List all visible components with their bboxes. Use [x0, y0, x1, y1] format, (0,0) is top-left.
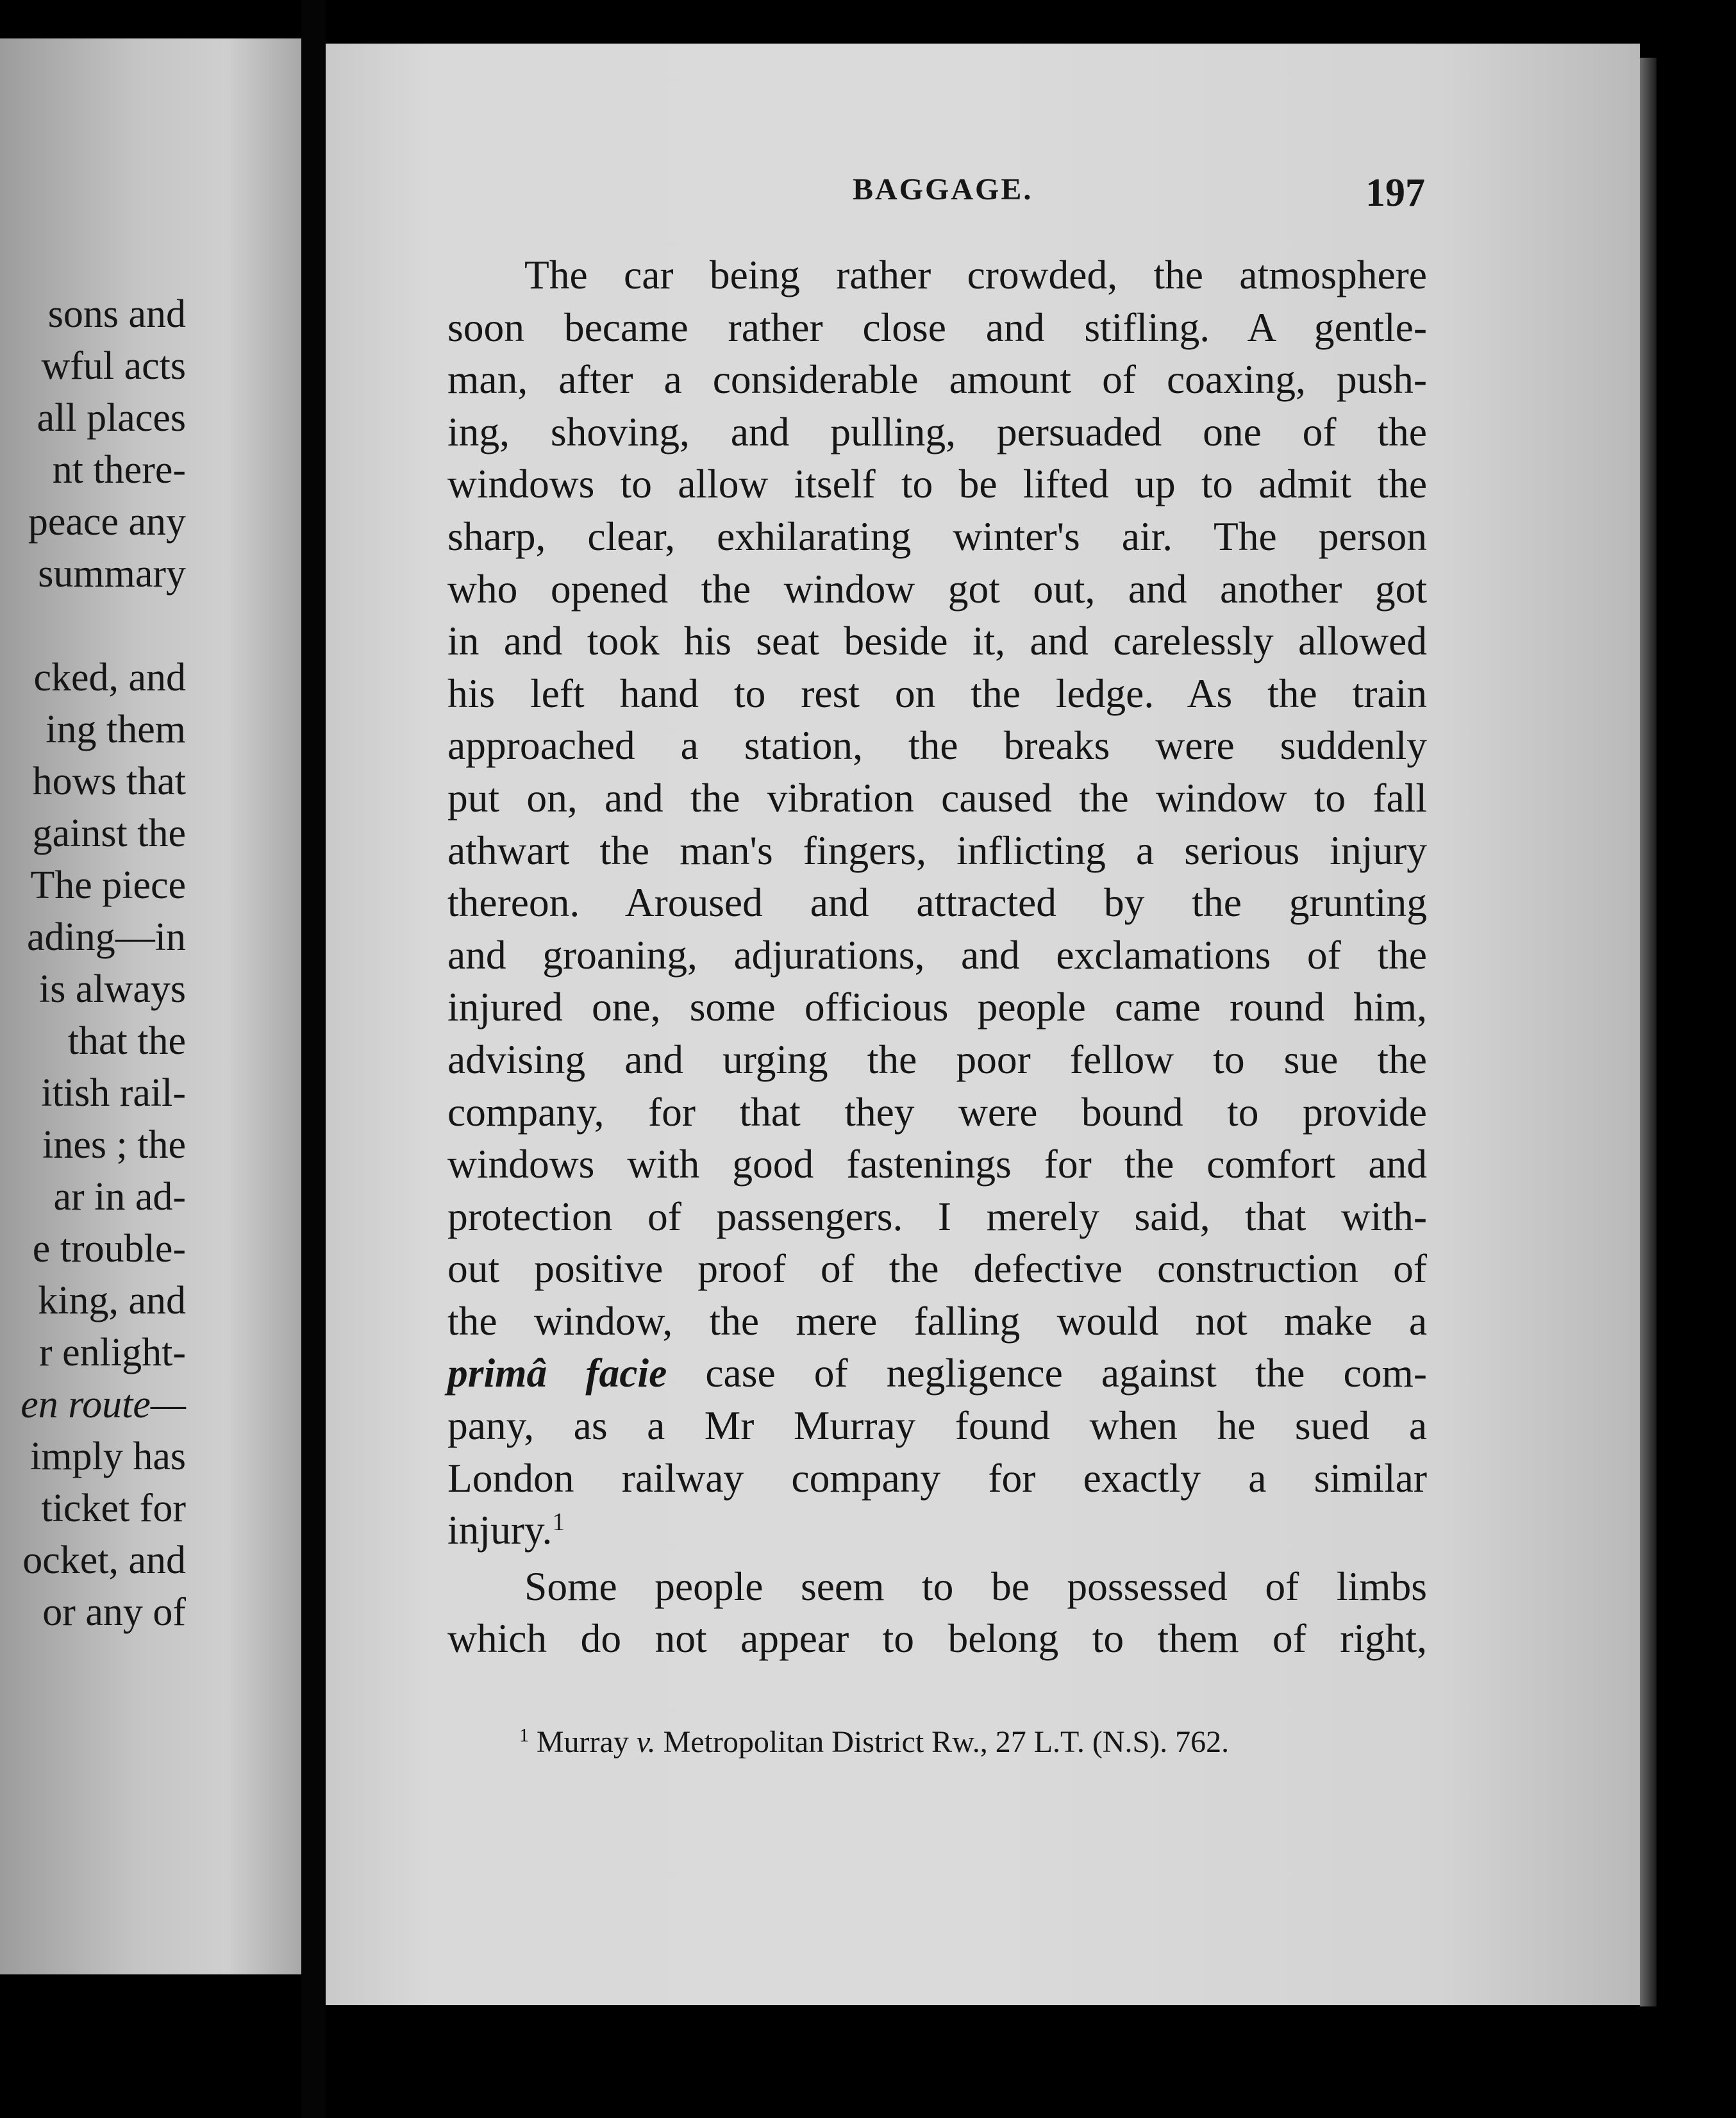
text-line: approached a station, the breaks were suddenly: [447, 722, 1427, 769]
left-text-line: cked, and: [33, 656, 186, 699]
left-text-line: king, and: [38, 1279, 186, 1322]
body-text: [447, 249, 1427, 1665]
left-text-line: en route—: [21, 1383, 186, 1426]
left-text-line: ines ; the: [42, 1123, 186, 1167]
text-line: advising and urging the poor fellow to sue the: [447, 1036, 1427, 1082]
book-gutter: [301, 0, 326, 2118]
text-line: which do not appear to belong to them of right,: [447, 1615, 1427, 1662]
left-text-line: r enlight-: [39, 1331, 186, 1374]
text-line: [447, 1347, 1427, 1399]
text-run: case of negligence against the com-: [667, 1350, 1427, 1396]
left-text-line: ticket for: [41, 1487, 186, 1530]
italic-phrase: primâ facie: [447, 1350, 667, 1396]
text-line: pany, as a Mr Murray found when he sued a: [447, 1403, 1427, 1449]
left-text-line: hows that: [32, 760, 186, 803]
left-text-line: peace any: [28, 500, 186, 544]
text-line: [447, 1504, 1427, 1556]
text-line: The car being rather crowded, the atmosphere: [524, 252, 1427, 297]
left-text-line: nt there-: [52, 448, 186, 492]
left-text-line: is always: [38, 967, 186, 1011]
page-number: 197: [1365, 171, 1425, 215]
running-head: BAGGAGE.: [853, 172, 1033, 206]
footnote: [519, 1723, 1417, 1762]
left-text-line: all places: [37, 396, 186, 440]
left-text-line: ing them: [46, 708, 186, 751]
left-text-line: summary: [38, 552, 186, 596]
text-line: in and took his seat beside it, and carelessly allowed: [447, 618, 1427, 664]
left-text-line: or any of: [42, 1590, 186, 1634]
left-text-line: ocket, and: [22, 1538, 186, 1582]
left-page: [0, 38, 301, 1974]
left-text-line: gainst the: [32, 812, 186, 855]
left-text-line: sons and: [47, 292, 186, 336]
text-line: soon became rather close and stifling. A gentle-: [447, 304, 1427, 350]
text-line: protection of passengers. I merely said, that with-: [447, 1193, 1427, 1239]
text-line: who opened the window got out, and another got: [447, 565, 1427, 612]
text-line: his left hand to rest on the ledge. As the train: [447, 670, 1427, 716]
text-line: man, after a considerable amount of coaxing, push-: [447, 356, 1427, 403]
text-line: sharp, clear, exhilarating winter's air. The person: [447, 513, 1427, 559]
left-text-line: e trouble-: [32, 1227, 186, 1271]
footnote-text: Metropolitan District Rw., 27 L.T. (N.S). 762.: [655, 1725, 1230, 1759]
text-line: ing, shoving, and pulling, persuaded one of the: [447, 408, 1427, 454]
text-line: out positive proof of the defective construction of: [447, 1246, 1427, 1292]
left-text-line: imply has: [30, 1435, 186, 1478]
text-line: athwart the man's fingers, inflicting a serious injury: [447, 827, 1427, 873]
left-text-line: wful acts: [41, 344, 186, 388]
left-text-line: [0, 600, 186, 652]
text-line: injured one, some officious people came round him,: [447, 984, 1427, 1030]
footnote-italic: v.: [636, 1725, 656, 1759]
footnote-marker: 1: [519, 1724, 529, 1746]
text-line: thereon. Aroused and attracted by the grunting: [447, 880, 1427, 926]
left-text-line: ading—in: [27, 915, 186, 959]
left-page-text: [0, 288, 186, 1639]
text-line: company, for that they were bound to provide: [447, 1088, 1427, 1135]
text-line: and groaning, adjurations, and exclamations of the: [447, 931, 1427, 978]
text-line: windows with good fastenings for the comfort and: [447, 1141, 1427, 1187]
text-line: Some people seem to be possessed of limbs: [524, 1563, 1427, 1609]
text-run: injury.: [447, 1507, 553, 1553]
text-line: London railway company for exactly a similar: [447, 1455, 1427, 1501]
left-text-line: The piece: [30, 863, 186, 907]
left-text-line: itish rail-: [41, 1071, 186, 1115]
footnote-text: Murray: [528, 1725, 637, 1759]
text-line: windows to allow itself to be lifted up to admit the: [447, 461, 1427, 507]
text-line: the window, the mere falling would not make a: [447, 1297, 1427, 1344]
right-page: [326, 44, 1640, 2005]
footnote-reference: 1: [552, 1507, 565, 1536]
left-text-line: ar in ad-: [53, 1175, 186, 1219]
left-text-line: that the: [67, 1019, 186, 1063]
text-line: put on, and the vibration caused the window to fall: [447, 774, 1427, 821]
page-edge: [1640, 58, 1657, 2006]
